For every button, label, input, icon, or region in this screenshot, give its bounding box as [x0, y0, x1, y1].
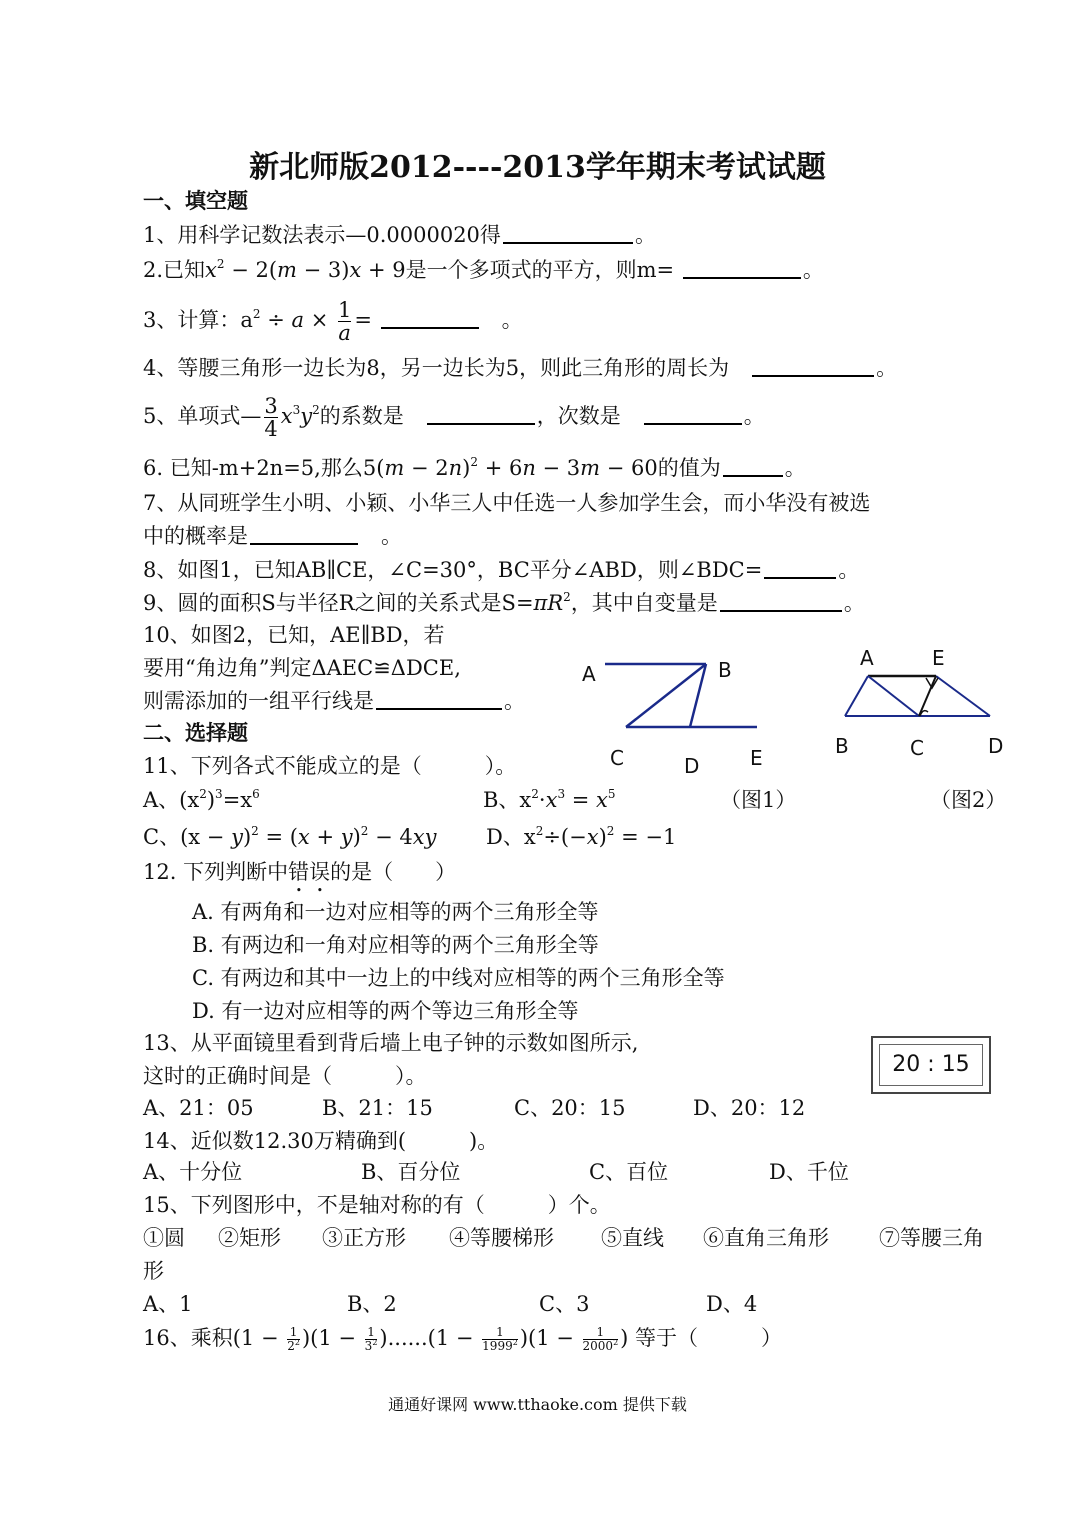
question-7-line1: 7、从同班学生小明、小颖、小华三人中任选一人参加学生会，而小华没有被选	[143, 491, 871, 515]
q15-item-3: ③正方形	[322, 1226, 406, 1250]
question-13-line2: 这时的正确时间是（ ）。	[143, 1064, 427, 1088]
q12-option-d[interactable]: D. 有一边对应相等的两个等边三角形全等	[192, 999, 579, 1023]
answer-blank[interactable]	[427, 403, 535, 425]
question-7-line2: 中的概率是 。	[143, 524, 402, 548]
answer-blank[interactable]	[250, 523, 358, 545]
q15-item-5: ⑤直线	[601, 1226, 664, 1250]
figure-2-diagram	[840, 668, 1000, 723]
q12-option-a[interactable]: A. 有两角和一边对应相等的两个三角形全等	[192, 900, 599, 924]
q15-option-a[interactable]: A、1	[143, 1292, 193, 1316]
q13-option-a[interactable]: A、21：05	[143, 1096, 254, 1120]
q14-option-c[interactable]: C、百位	[589, 1160, 669, 1184]
question-1: 1、用科学记数法表示—0.0000020得 。	[143, 223, 656, 247]
q12-option-b[interactable]: B. 有两边和一角对应相等的两个三角形全等	[192, 933, 599, 957]
q13-option-d[interactable]: D、20：12	[693, 1096, 806, 1120]
figure-1-diagram	[600, 650, 770, 740]
question-3: 3、计算：$a^2 \div a$ × $\frac{1}{a}$ = 。	[143, 298, 523, 345]
question-10-line3: 则需添加的一组平行线是 。	[143, 689, 525, 713]
q15-option-c[interactable]: C、3	[539, 1292, 590, 1316]
q15-item-4: ④等腰梯形	[449, 1226, 554, 1250]
answer-blank[interactable]	[752, 355, 874, 377]
answer-blank[interactable]	[381, 307, 479, 329]
fig1-caption: （图1）	[720, 788, 797, 812]
question-8: 8、如图1，已知AB∥CE，∠C=30°，BC平分∠ABD，则∠BDC= 。	[143, 558, 860, 582]
question-11: 11、下列各式不能成立的是（ ）。	[143, 754, 517, 778]
q12-option-c[interactable]: C. 有两边和其中一边上的中线对应相等的两个三角形全等	[192, 966, 725, 990]
fig1-label-e: E	[750, 746, 763, 770]
q15-item-2: ②矩形	[218, 1226, 281, 1250]
q13-option-b[interactable]: B、21：15	[322, 1096, 433, 1120]
question-10-line1: 10、如图2，已知，AE∥BD，若	[143, 623, 445, 647]
q14-option-a[interactable]: A、十分位	[143, 1160, 243, 1184]
fig2-label-e: E	[932, 646, 945, 670]
fig2-label-d: D	[988, 734, 1004, 758]
question-5: 5、单项式— $\frac{3}{4}$ $x^3y^2$的系数是 ，次数是 。	[143, 394, 765, 441]
question-9: 9、圆的面积S与半径R之间的关系式是$S=\pi R^2$，其中自变量是 。	[143, 590, 865, 615]
fig2-label-a: A	[860, 646, 874, 670]
question-12: 12. 下列判断中错误的是（ ）	[143, 860, 457, 884]
answer-blank[interactable]	[644, 403, 742, 425]
question-2: 2.已知$x^2 - 2(m - 3)x + 9$是一个多项式的平方，则m= 。	[143, 257, 824, 282]
fig2-label-b: B	[835, 734, 849, 758]
section-multiple-choice: 二、选择题	[143, 720, 248, 745]
question-14: 14、近似数12.30万精确到( )。	[143, 1129, 499, 1153]
q15-item-1: ①圆	[143, 1226, 185, 1250]
q15-option-b[interactable]: B、2	[347, 1292, 397, 1316]
fig2-label-c: C	[910, 736, 924, 760]
answer-blank[interactable]	[723, 455, 783, 477]
answer-blank[interactable]	[376, 688, 502, 710]
q15-option-d[interactable]: D、4	[706, 1292, 758, 1316]
q11-option-b[interactable]: B、$x^2\cdot x^3 = x^5$	[483, 787, 616, 812]
question-16: 16、乘积(1 − $\frac{1}{2^2}$ )(1 − $\frac{1}{3^2}$ )......(1 − $\frac{1}{1999^2}$ )(1 − $\frac{1}{2000^2}$ ) 等于（ ）	[143, 1325, 783, 1353]
q14-option-d[interactable]: D、千位	[769, 1160, 849, 1184]
q13-option-c[interactable]: C、20：15	[514, 1096, 626, 1120]
section-fill-in: 一、填空题	[143, 188, 248, 213]
answer-blank[interactable]	[720, 590, 842, 612]
q15-item-7-wrap: 形	[143, 1259, 164, 1283]
q11-option-d[interactable]: D、$x^2\div(-x)^2 = -1$	[486, 824, 677, 849]
fig1-label-a: A	[582, 662, 596, 686]
question-4: 4、等腰三角形一边长为8，另一边长为5，则此三角形的周长为 。	[143, 356, 898, 380]
question-10-line2: 要用“角边角”判定ΔAEC≌ΔDCE,	[143, 656, 461, 680]
q15-item-6: ⑥直角三角形	[703, 1226, 829, 1250]
clock-display: 20 : 15	[879, 1044, 983, 1086]
fig1-label-c: C	[610, 746, 624, 770]
page-title: 新北师版2012----2013学年期末考试试题	[249, 150, 826, 185]
q11-option-a[interactable]: A、$(x^2)^3=x^6$	[143, 787, 260, 812]
answer-blank[interactable]	[764, 557, 836, 579]
q15-item-7: ⑦等腰三角	[879, 1226, 984, 1250]
q14-option-b[interactable]: B、百分位	[361, 1160, 461, 1184]
fig1-label-d: D	[684, 754, 700, 778]
fig2-caption: （图2）	[930, 788, 1007, 812]
answer-blank[interactable]	[683, 257, 801, 279]
question-15: 15、下列图形中，不是轴对称的有（ ）个。	[143, 1193, 611, 1217]
fig1-label-b: B	[718, 658, 732, 682]
q11-option-c[interactable]: C、$(x - y)^2 = (x + y)^2 - 4xy$	[143, 824, 437, 849]
answer-blank[interactable]	[503, 222, 633, 244]
digital-clock-image	[871, 1036, 991, 1094]
question-13-line1: 13、从平面镜里看到背后墙上电子钟的示数如图所示,	[143, 1031, 639, 1055]
question-6: 6. 已知-m+2n=5,那么$5(m - 2n)^2 + 6n - 3m - 60$的值为 。	[143, 455, 806, 480]
page-footer: 通通好课网 www.tthaoke.com 提供下载	[388, 1395, 687, 1414]
